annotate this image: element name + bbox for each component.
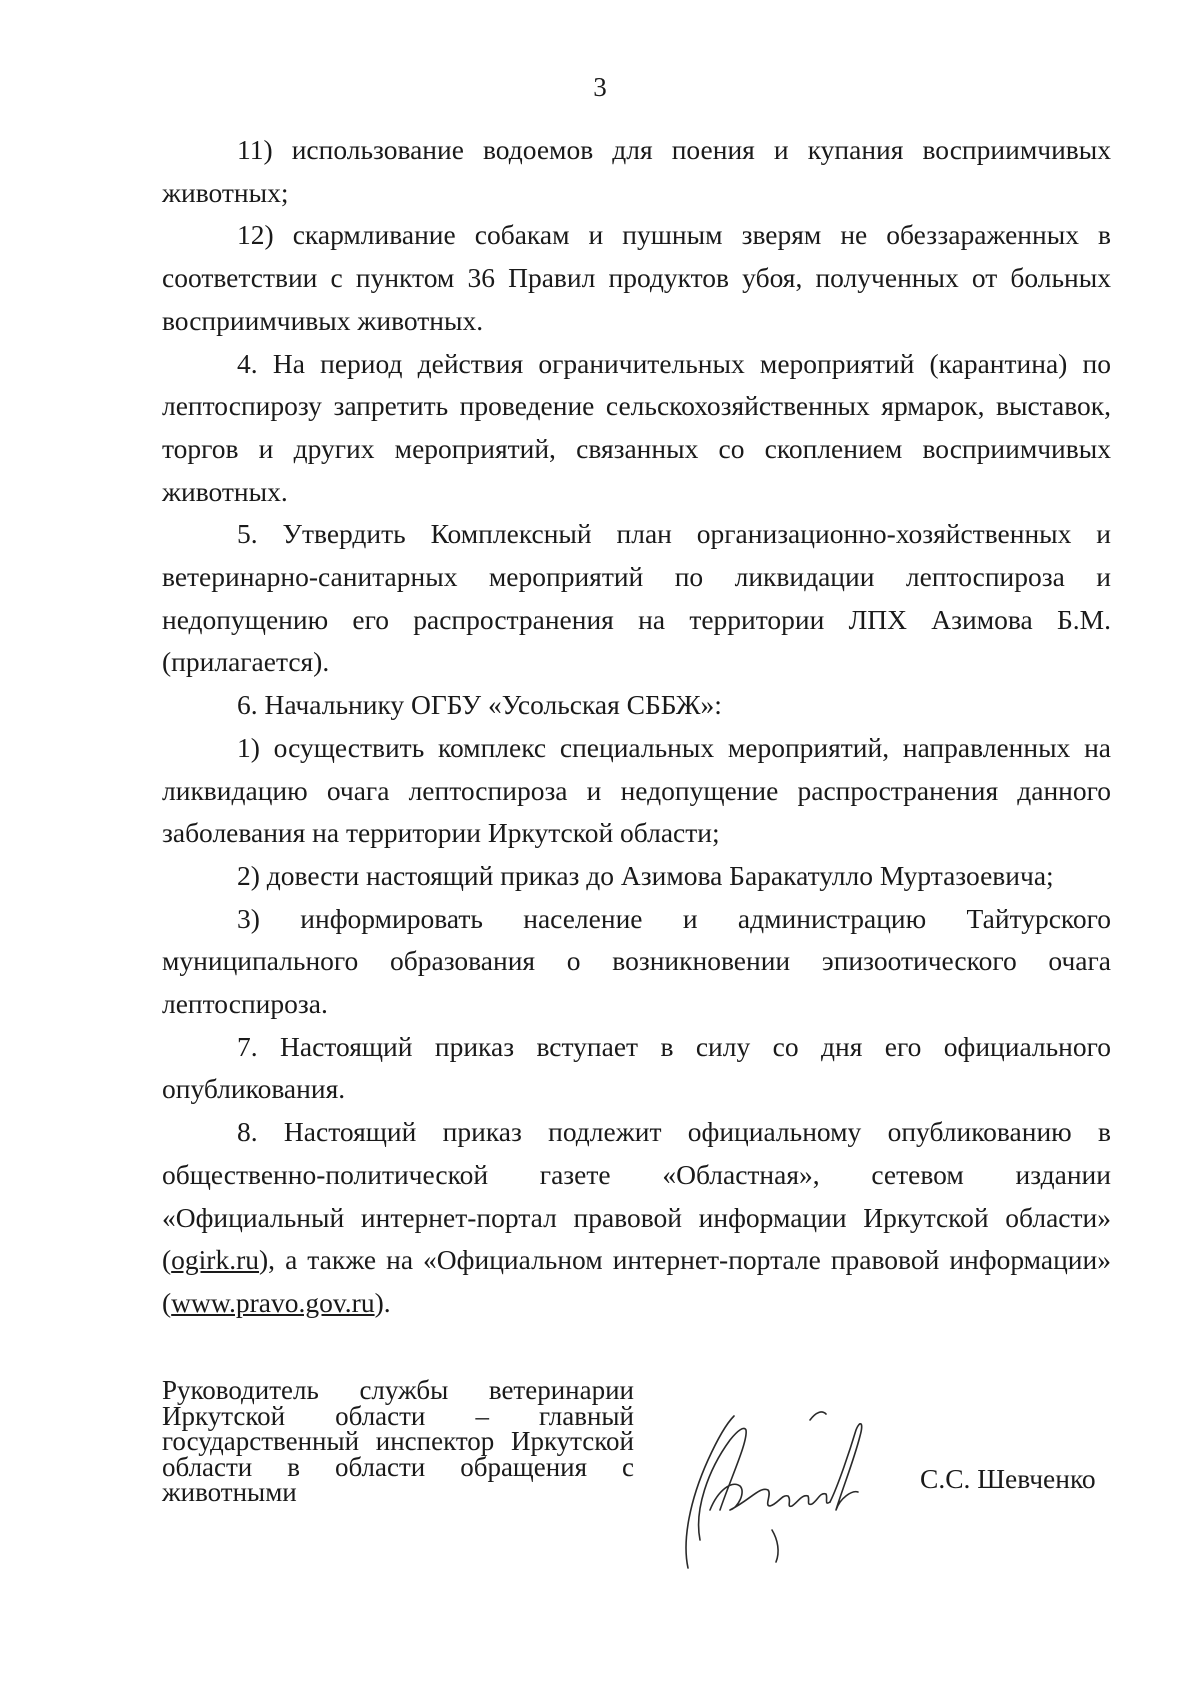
signer-position: Руководитель службы ветеринарии Иркутской области – главный государственный инспектор Иркутской области в области обращения с животными <box>162 1375 634 1507</box>
paragraph-item-11: 11) использование водоемов для поения и купания восприимчивых животных; <box>162 134 1111 208</box>
pravo-gov-link[interactable]: www.pravo.gov.ru <box>171 1286 375 1318</box>
signer-name: С.С. Шевченко <box>920 1463 1096 1494</box>
document-body <box>162 129 1111 1325</box>
paragraph-8 <box>162 1111 1111 1325</box>
paragraph-8-text-c: ). <box>374 1286 391 1318</box>
paragraph-8-text-a: 8. Настоящий приказ подлежит официальному опубликованию в общественно-политической газете «Областная», сетевом издании «Официальный интернет-портал правовой информации Иркутской области» ( <box>162 1116 1111 1276</box>
paragraph-8-text-b: ), а также на «Официальном интернет-портале правовой информации» ( <box>162 1244 1111 1318</box>
paragraph-6-item-2: 2) довести настоящий приказ до Азимова Баракатулло Муртазоевича; <box>237 859 1054 891</box>
paragraph-7: 7. Настоящий приказ вступает в силу со дня его официального опубликования. <box>162 1030 1111 1105</box>
paragraph-item-12: 12) скармливание собакам и пушным зверям не обеззараженных в соответствии с пунктом 36 Правил продуктов убоя, полученных от больных восприимчивых животных. <box>162 219 1111 336</box>
handwritten-signature <box>660 1390 910 1580</box>
page-number: 3 <box>593 72 607 102</box>
paragraph-4: 4. На период действия ограничительных мероприятий (карантина) по лептоспирозу запретить проведение сельскохозяйственных ярмарок, выставок, торгов и других мероприятий, связанных со скоплением восприимчивых животных. <box>162 347 1111 507</box>
paragraph-6-item-3: 3) информировать население и администрацию Тайтурского муниципального образования о возникновении эпизоотического очага лептоспироза. <box>162 902 1111 1020</box>
paragraph-6: 6. Начальнику ОГБУ «Усольская СББЖ»: <box>237 689 722 721</box>
paragraph-6-item-1: 1) осуществить комплекс специальных мероприятий, направленных на ликвидацию очага лептоспироза и недопущение распространения данного заболевания на территории Иркутской области; <box>162 731 1111 849</box>
paragraph-5: 5. Утвердить Комплексный план организационно-хозяйственных и ветеринарно-санитарных мероприятий по ликвидации лептоспироза и недопущению его распространения на территории ЛПХ Азимова Б.М. (прилагается). <box>162 518 1111 678</box>
ogirk-link[interactable]: ogirk.ru <box>171 1244 260 1276</box>
